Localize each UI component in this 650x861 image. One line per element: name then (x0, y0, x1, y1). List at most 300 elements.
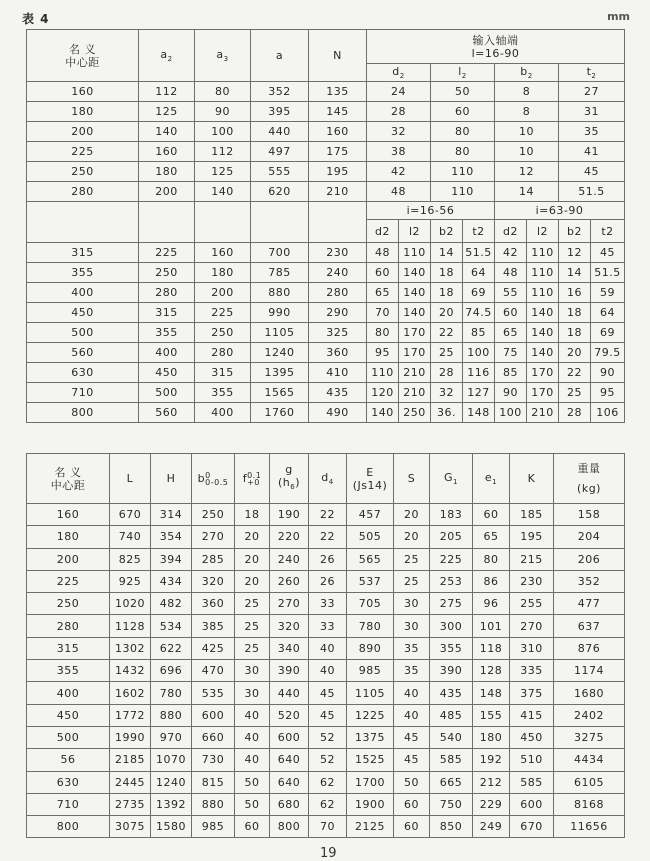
table-cell: 440 (251, 122, 309, 142)
table-cell: 96 (473, 593, 510, 615)
table-cell: 780 (151, 682, 192, 704)
table-cell: 170 (527, 383, 559, 403)
table-cell: 25 (559, 383, 591, 403)
table-cell: 500 (139, 383, 195, 403)
table-cell: 100 (195, 122, 251, 142)
header-N: N (309, 30, 367, 82)
table-cell: 1020 (110, 593, 151, 615)
table-row (27, 526, 625, 548)
table-cell: 680 (270, 793, 309, 815)
table-cell: 535 (192, 682, 235, 704)
table-cell: 70 (367, 303, 399, 323)
table-cell: 80 (195, 82, 251, 102)
table-cell: 62 (309, 771, 347, 793)
table-cell: 65 (495, 323, 527, 343)
table-cell: 195 (309, 162, 367, 182)
table-cell: 110 (431, 182, 495, 202)
table-cell: 40 (394, 704, 430, 726)
table-cell: 335 (510, 660, 554, 682)
table-row (27, 726, 625, 748)
table-cell: 25 (235, 637, 270, 659)
table-number-label: 表 4 (22, 12, 50, 26)
table-cell: 100 (495, 403, 527, 423)
table-cell: 434 (151, 570, 192, 592)
table-cell: 25 (394, 570, 430, 592)
table-cell: 42 (367, 162, 431, 182)
table-cell: 210 (399, 363, 431, 383)
table-cell: 780 (347, 615, 394, 637)
table-cell: 64 (463, 263, 495, 283)
table-cell: 69 (591, 323, 625, 343)
table-cell: 95 (367, 343, 399, 363)
table-cell: 710 (27, 383, 139, 403)
table-cell: 270 (192, 526, 235, 548)
table-cell: 600 (510, 793, 554, 815)
table-cell: 16 (559, 283, 591, 303)
table-cell: 140 (527, 343, 559, 363)
table-cell: 375 (510, 682, 554, 704)
table-cell: 74.5 (463, 303, 495, 323)
table-cell: 985 (192, 816, 235, 838)
table-cell: 340 (270, 637, 309, 659)
table-cell: 90 (195, 102, 251, 122)
header-a3: $a_3$ (195, 30, 251, 82)
table-cell: 26 (309, 548, 347, 570)
table-row (27, 283, 625, 303)
header-input-shaft: 输入轴端 l=16-90 (367, 30, 625, 64)
table-cell: 145 (309, 102, 367, 122)
table-cell: 385 (192, 615, 235, 637)
table-cell: 985 (347, 660, 394, 682)
header-l2: $l_2$ (431, 64, 495, 82)
table-cell: 90 (591, 363, 625, 383)
table-cell: 80 (367, 323, 399, 343)
table-cell: 355 (27, 660, 110, 682)
table-cell: 1395 (251, 363, 309, 383)
table-cell: 160 (139, 142, 195, 162)
table-cell: 20 (235, 526, 270, 548)
table-cell: 60 (473, 504, 510, 526)
table-cell: 18 (431, 263, 463, 283)
table-cell: 12 (559, 243, 591, 263)
table-cell: 482 (151, 593, 192, 615)
table-cell: 270 (270, 593, 309, 615)
table-cell: 200 (27, 548, 110, 570)
table-cell: 185 (510, 504, 554, 526)
table-cell: 31 (559, 102, 625, 122)
table-cell: 30 (394, 593, 430, 615)
header-a: a (251, 30, 309, 82)
table-cell: 148 (463, 403, 495, 423)
table-cell: 565 (347, 548, 394, 570)
table-cell: 60 (235, 816, 270, 838)
table-cell: 190 (270, 504, 309, 526)
table-cell: 20 (559, 343, 591, 363)
header-subcolumn: t2 (463, 220, 495, 243)
table-cell: 800 (27, 403, 139, 423)
table-cell: 240 (309, 263, 367, 283)
table-cell: 710 (27, 793, 110, 815)
table-cell: 14 (431, 243, 463, 263)
table-cell: 40 (235, 749, 270, 771)
table-cell: 300 (430, 615, 473, 637)
table-cell: 2185 (110, 749, 151, 771)
table-cell: 520 (270, 704, 309, 726)
table-row (27, 593, 625, 615)
table-cell: 180 (27, 102, 139, 122)
table-cell: 52 (309, 749, 347, 771)
table-cell: 140 (399, 283, 431, 303)
table-cell: 25 (235, 615, 270, 637)
table-cell: 112 (139, 82, 195, 102)
table-cell: 75 (495, 343, 527, 363)
table-cell: 355 (195, 383, 251, 403)
table-cell: 20 (235, 548, 270, 570)
table-cell: 730 (192, 749, 235, 771)
table-cell: 35 (394, 660, 430, 682)
table-cell: 1302 (110, 637, 151, 659)
table-cell: 28 (559, 403, 591, 423)
table-cell: 1070 (151, 749, 192, 771)
table-cell: 400 (195, 403, 251, 423)
table-row (27, 102, 625, 122)
table-cell: 70 (309, 816, 347, 838)
table-cell: 640 (270, 749, 309, 771)
table-cell: 220 (270, 526, 309, 548)
table-cell: 534 (151, 615, 192, 637)
table-cell: 325 (309, 323, 367, 343)
table-cell: 35 (394, 637, 430, 659)
table-cell: 14 (495, 182, 559, 202)
table-cell: 42 (495, 243, 527, 263)
table-cell: 160 (195, 243, 251, 263)
table-cell: 180 (473, 726, 510, 748)
table-cell: 425 (192, 637, 235, 659)
table-cell: 195 (510, 526, 554, 548)
table-cell: 320 (270, 615, 309, 637)
table-cell: 1900 (347, 793, 394, 815)
table-cell: 45 (394, 726, 430, 748)
header-subcolumn: l2 (527, 220, 559, 243)
dimension-table-lower (26, 453, 625, 838)
table-cell: 192 (473, 749, 510, 771)
table-cell: 600 (192, 704, 235, 726)
table-cell: 225 (139, 243, 195, 263)
table-cell: 180 (195, 263, 251, 283)
table-cell: 705 (347, 593, 394, 615)
table-row (27, 162, 625, 182)
table-cell: 640 (270, 771, 309, 793)
table-cell: 8168 (554, 793, 625, 815)
table-cell: 314 (151, 504, 192, 526)
table-cell: 51.5 (559, 182, 625, 202)
table-cell: 51.5 (463, 243, 495, 263)
table-cell: 110 (399, 243, 431, 263)
table-cell: 925 (110, 570, 151, 592)
table-cell: 41 (559, 142, 625, 162)
table-cell: 62 (309, 793, 347, 815)
header-E: E (Js14) (347, 454, 394, 504)
table-cell: 20 (394, 504, 430, 526)
table-cell: 32 (431, 383, 463, 403)
table-cell: 400 (27, 283, 139, 303)
table-cell: 585 (510, 771, 554, 793)
table-cell: 622 (151, 637, 192, 659)
table-cell: 354 (151, 526, 192, 548)
table-cell: 880 (251, 283, 309, 303)
table-cell: 60 (431, 102, 495, 122)
table-cell: 65 (473, 526, 510, 548)
table-cell: 435 (309, 383, 367, 403)
table-row (27, 263, 625, 283)
table-cell: 86 (473, 570, 510, 592)
table-cell: 85 (495, 363, 527, 383)
table-cell: 1525 (347, 749, 394, 771)
table-cell: 1392 (151, 793, 192, 815)
table-cell: 280 (309, 283, 367, 303)
header-subcolumn: t2 (591, 220, 625, 243)
header-subcolumn: d2 (495, 220, 527, 243)
table-cell: 183 (430, 504, 473, 526)
table-cell: 310 (510, 637, 554, 659)
table-row (27, 615, 625, 637)
table-cell: 110 (527, 243, 559, 263)
table-cell: 560 (139, 403, 195, 423)
table-cell: 315 (27, 637, 110, 659)
table-cell: 170 (399, 323, 431, 343)
table-cell: 1432 (110, 660, 151, 682)
table-cell: 229 (473, 793, 510, 815)
header-H: H (151, 454, 192, 504)
table-cell: 510 (510, 749, 554, 771)
table-cell: 450 (139, 363, 195, 383)
table-cell: 158 (554, 504, 625, 526)
table-cell: 540 (430, 726, 473, 748)
table-cell: 32 (367, 122, 431, 142)
table-cell: 400 (27, 682, 110, 704)
table-cell: 69 (463, 283, 495, 303)
table-row (27, 570, 625, 592)
table-cell: 170 (399, 343, 431, 363)
header-ratio-range-1: i=16-56 (367, 202, 495, 220)
table-cell: 253 (430, 570, 473, 592)
table-cell: 118 (473, 637, 510, 659)
table-cell: 2445 (110, 771, 151, 793)
table-cell: 90 (495, 383, 527, 403)
header-center-distance: 名 义 中心距 (27, 30, 139, 82)
table-cell: 51.5 (591, 263, 625, 283)
table-cell: 450 (510, 726, 554, 748)
table-cell: 315 (27, 243, 139, 263)
table-cell: 60 (394, 793, 430, 815)
table-cell: 250 (399, 403, 431, 423)
table-cell: 270 (510, 615, 554, 637)
table-cell: 740 (110, 526, 151, 548)
table-cell: 116 (463, 363, 495, 383)
table-cell: 230 (309, 243, 367, 263)
table-cell: 10 (495, 142, 559, 162)
table-cell: 160 (27, 504, 110, 526)
table-cell: 204 (554, 526, 625, 548)
table-cell: 55 (495, 283, 527, 303)
table-cell: 52 (309, 726, 347, 748)
table-cell: 700 (251, 243, 309, 263)
table-cell: 200 (27, 122, 139, 142)
table-cell: 8 (495, 102, 559, 122)
table-cell: 315 (139, 303, 195, 323)
table-cell: 128 (473, 660, 510, 682)
table-cell: 1760 (251, 403, 309, 423)
table-cell: 355 (27, 263, 139, 283)
table-cell: 815 (192, 771, 235, 793)
table-cell: 315 (195, 363, 251, 383)
table-cell: 415 (510, 704, 554, 726)
table-cell: 249 (473, 816, 510, 838)
table-cell: 10 (495, 122, 559, 142)
table-cell: 8 (495, 82, 559, 102)
table-row (27, 771, 625, 793)
table-cell: 225 (27, 142, 139, 162)
table-cell: 22 (309, 526, 347, 548)
table-cell: 85 (463, 323, 495, 343)
table-row (27, 504, 625, 526)
table-cell: 1602 (110, 682, 151, 704)
table-cell: 30 (394, 615, 430, 637)
table-cell: 160 (27, 82, 139, 102)
table-cell: 225 (430, 548, 473, 570)
table-cell: 210 (527, 403, 559, 423)
table-cell: 180 (27, 526, 110, 548)
table-cell: 30 (235, 660, 270, 682)
table-cell: 48 (367, 182, 431, 202)
table-cell: 355 (430, 637, 473, 659)
table-cell: 210 (399, 383, 431, 403)
table-cell: 59 (591, 283, 625, 303)
table-cell: 230 (510, 570, 554, 592)
table-cell: 22 (559, 363, 591, 383)
table-cell: 485 (430, 704, 473, 726)
table-row (27, 243, 625, 263)
table-cell: 505 (347, 526, 394, 548)
table-cell: 620 (251, 182, 309, 202)
table-cell: 280 (195, 343, 251, 363)
table-cell: 200 (195, 283, 251, 303)
table-row (27, 637, 625, 659)
table-cell: 560 (27, 343, 139, 363)
table-cell: 280 (139, 283, 195, 303)
table-row (27, 383, 625, 403)
table-row (27, 749, 625, 771)
table-cell: 33 (309, 615, 347, 637)
table-cell: 22 (431, 323, 463, 343)
table-cell: 45 (394, 749, 430, 771)
table-cell: 880 (151, 704, 192, 726)
table-row (27, 816, 625, 838)
table-cell: 25 (235, 593, 270, 615)
table-row (27, 82, 625, 102)
table-cell: 497 (251, 142, 309, 162)
header-subcolumn: b2 (559, 220, 591, 243)
table-cell: 2125 (347, 816, 394, 838)
table-cell: 435 (430, 682, 473, 704)
table-cell: 95 (591, 383, 625, 403)
table-cell: 255 (510, 593, 554, 615)
table-cell: 38 (367, 142, 431, 162)
table-row (27, 142, 625, 162)
table-cell: 352 (251, 82, 309, 102)
table-cell: 48 (495, 263, 527, 283)
table-cell: 390 (430, 660, 473, 682)
dimension-table-upper (26, 29, 625, 423)
header-b2: $b_2$ (495, 64, 559, 82)
table-cell: 80 (431, 122, 495, 142)
table-cell: 33 (309, 593, 347, 615)
header-subcolumn: b2 (431, 220, 463, 243)
table-cell: 785 (251, 263, 309, 283)
table-cell: 320 (192, 570, 235, 592)
table-cell: 1174 (554, 660, 625, 682)
header-ratio-range-2: i=63-90 (495, 202, 625, 220)
header-g: g $(h_6)$ (270, 454, 309, 504)
table-cell: 25 (431, 343, 463, 363)
table-cell: 1105 (251, 323, 309, 343)
table-cell: 4434 (554, 749, 625, 771)
table-cell: 3275 (554, 726, 625, 748)
table-cell: 40 (235, 726, 270, 748)
table-cell: 110 (527, 263, 559, 283)
header-f0: f 0.1 +0 (235, 454, 270, 504)
table-cell: 670 (110, 504, 151, 526)
table-cell: 14 (559, 263, 591, 283)
table-cell: 6105 (554, 771, 625, 793)
table-cell: 280 (27, 615, 110, 637)
table-cell: 45 (309, 682, 347, 704)
table-cell: 79.5 (591, 343, 625, 363)
table-cell: 275 (430, 593, 473, 615)
table-cell: 106 (591, 403, 625, 423)
table-cell: 148 (473, 682, 510, 704)
table-cell: 140 (527, 303, 559, 323)
header-subcolumn: l2 (399, 220, 431, 243)
table-cell: 395 (251, 102, 309, 122)
table-cell: 60 (367, 263, 399, 283)
table-cell: 155 (473, 704, 510, 726)
table-cell: 40 (394, 682, 430, 704)
table-cell: 355 (139, 323, 195, 343)
table-cell: 457 (347, 504, 394, 526)
header-d2: $d_2$ (367, 64, 431, 82)
table-row (27, 704, 625, 726)
table-cell: 60 (495, 303, 527, 323)
table-cell: 50 (235, 771, 270, 793)
table-cell: 215 (510, 548, 554, 570)
table-cell: 140 (139, 122, 195, 142)
table-cell: 250 (27, 162, 139, 182)
table-cell: 825 (110, 548, 151, 570)
header-K: K (510, 454, 554, 504)
table-cell: 450 (27, 303, 139, 323)
table-cell: 990 (251, 303, 309, 323)
header-a2: $a_2$ (139, 30, 195, 82)
table-cell: 20 (394, 526, 430, 548)
table-cell: 140 (527, 323, 559, 343)
table-cell: 140 (367, 403, 399, 423)
table-cell: 127 (463, 383, 495, 403)
table-cell: 110 (367, 363, 399, 383)
table-cell: 750 (430, 793, 473, 815)
table-cell: 285 (192, 548, 235, 570)
table-cell: 65 (367, 283, 399, 303)
